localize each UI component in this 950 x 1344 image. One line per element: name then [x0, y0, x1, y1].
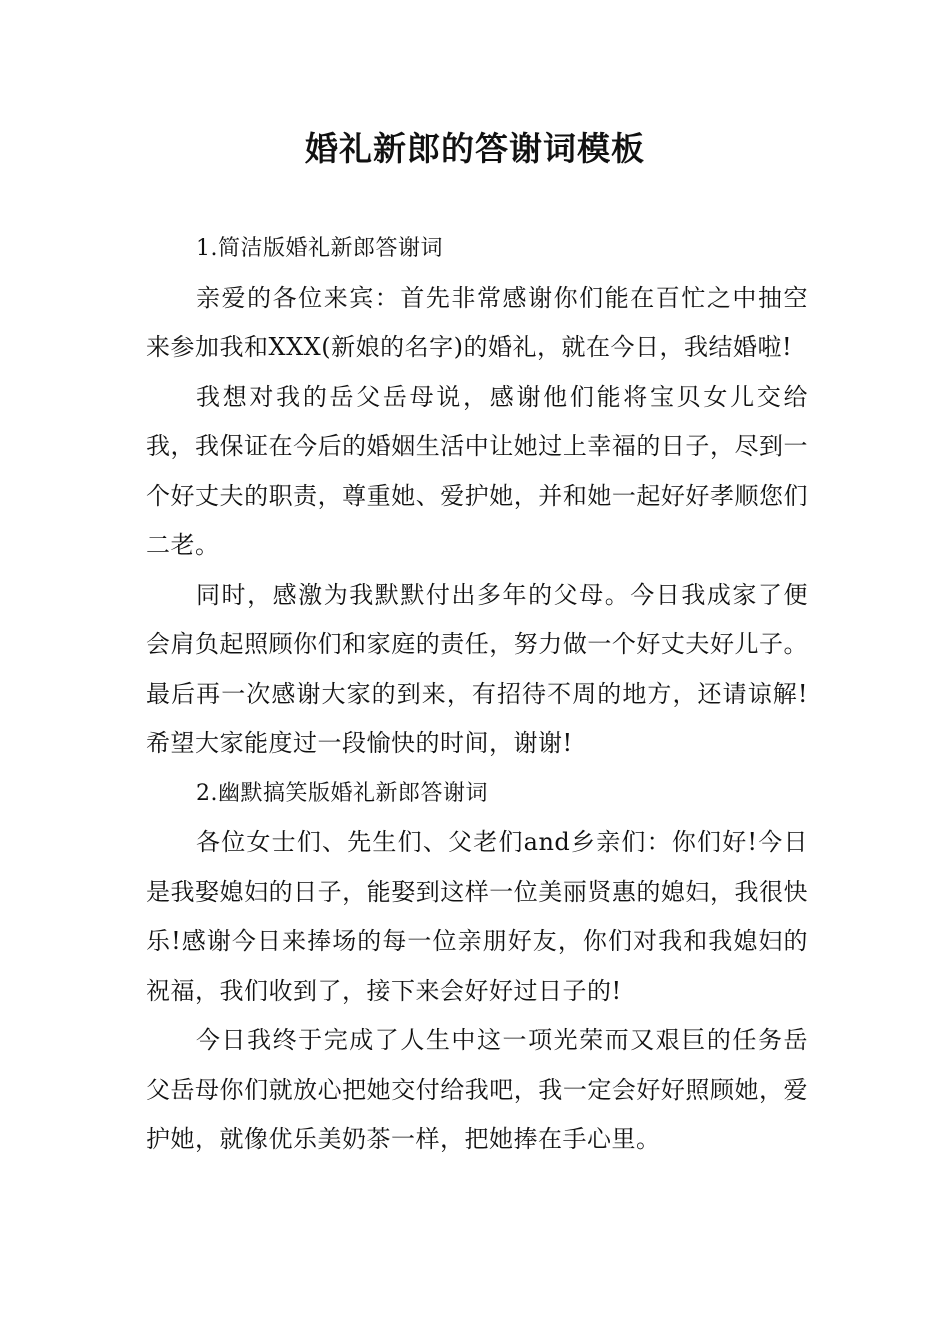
paragraph: 同时，感激为我默默付出多年的父母。今日我成家了便会肩负起照顾你们和家庭的责任，努力做一个好丈夫好儿子。最后再一次感谢大家的到来，有招待不周的地方，还请谅解!希望大家能度过一段愉快的时间，谢谢!: [146, 580, 808, 757]
paragraph: 我想对我的岳父岳母说，感谢他们能将宝贝女儿交给我，我保证在今后的婚姻生活中让她过上幸福的日子，尽到一个好丈夫的职责，尊重她、爱护她，并和她一起好好孝顺您们二老。: [146, 382, 808, 559]
paragraph: 亲爱的各位来宾：首先非常感谢你们能在百忙之中抽空来参加我和XXX(新娘的名字)的婚礼，就在今日，我结婚啦!: [146, 283, 808, 361]
paragraph: 各位女士们、先生们、父老们and乡亲们：你们好!今日是我娶媳妇的日子，能娶到这样一位美丽贤惠的媳妇，我很快乐!感谢今日来捧场的每一位亲朋好友，你们对我和我媳妇的祝福，我们收到了，接下来会好好过日子的!: [146, 828, 808, 1005]
document-body: [146, 224, 808, 1165]
section-heading: 2.幽默搞笑版婚礼新郎答谢词: [196, 780, 488, 806]
document-title: 婚礼新郎的答谢词模板: [305, 129, 645, 168]
paragraph: 今日我终于完成了人生中这一项光荣而又艰巨的任务岳父岳母你们就放心把她交付给我吧，我一定会好好照顾她，爱护她，就像优乐美奶茶一样，把她捧在手心里。: [146, 1026, 808, 1153]
section-heading: 1.简洁版婚礼新郎答谢词: [196, 236, 443, 261]
